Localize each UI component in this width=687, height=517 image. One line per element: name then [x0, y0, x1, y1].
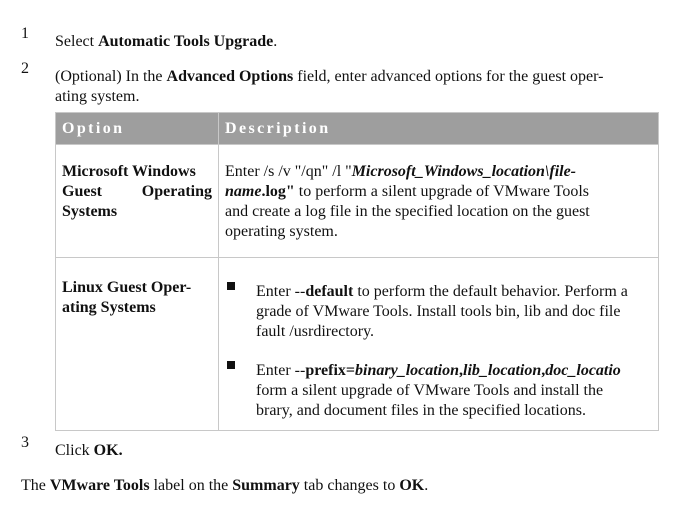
step-number: 1	[21, 25, 29, 42]
step-text-part: (Optional) In the	[55, 68, 167, 85]
ui-term: Advanced Options	[166, 68, 294, 85]
step-text	[55, 441, 123, 461]
column-header-description: Description	[219, 113, 659, 145]
step-number: 3	[21, 434, 29, 451]
description-line: operating system.	[225, 223, 338, 240]
ui-term: OK.	[93, 442, 123, 459]
step-number: 2	[21, 60, 29, 77]
column-header-option: Option	[56, 113, 219, 145]
option-line: Guest Operating	[62, 183, 212, 200]
options-table	[55, 112, 659, 431]
description-line: and create a log file in the specified location on the guest	[225, 203, 590, 220]
ui-term: OK	[399, 477, 425, 494]
table-header-row	[56, 113, 659, 145]
description-cell	[219, 145, 659, 258]
ui-term: Summary	[232, 477, 300, 494]
ui-term: Automatic Tools Upgrade	[98, 33, 274, 50]
description-cell	[219, 258, 659, 431]
option-line: Systems	[62, 203, 118, 220]
description-line: name.log" to perform a silent upgrade of VMware Tools	[225, 183, 589, 200]
option-cell	[56, 145, 219, 258]
option-line: ating Systems	[62, 299, 156, 316]
result-paragraph: The VMware Tools label on the Summary tab changes to OK.	[21, 477, 429, 494]
step-text-part: ating system.	[55, 88, 140, 105]
list-item: Enter --default to perform the default behavior. Perform a grade of VMware Tools. Install tools bin, lib and doc file fault /usrdirectory.	[225, 278, 658, 342]
list-item: Enter --prefix=binary_location,lib_location,doc_locatio form a silent upgrade of VMware Tools and install the brary, and document files in the specified locations.	[225, 357, 658, 421]
step-text	[55, 32, 277, 52]
option-line: Linux Guest Oper-	[62, 279, 192, 296]
bullet-square-icon	[227, 282, 235, 290]
step-text	[55, 67, 659, 107]
option-line: Microsoft Windows	[62, 163, 196, 180]
step-text-part: Select	[55, 33, 99, 50]
bullet-square-icon	[227, 361, 235, 369]
table-row	[56, 258, 659, 431]
step-text-part: field, enter advanced options for the guest oper-	[293, 68, 604, 85]
ui-term: VMware Tools	[49, 477, 150, 494]
step-text-part: Click	[55, 442, 94, 459]
table-row	[56, 145, 659, 258]
step-text-part: .	[273, 33, 278, 50]
description-line: Enter /s /v "/qn" /l "Microsoft_Windows_location\file-	[225, 163, 577, 180]
option-cell	[56, 258, 219, 431]
